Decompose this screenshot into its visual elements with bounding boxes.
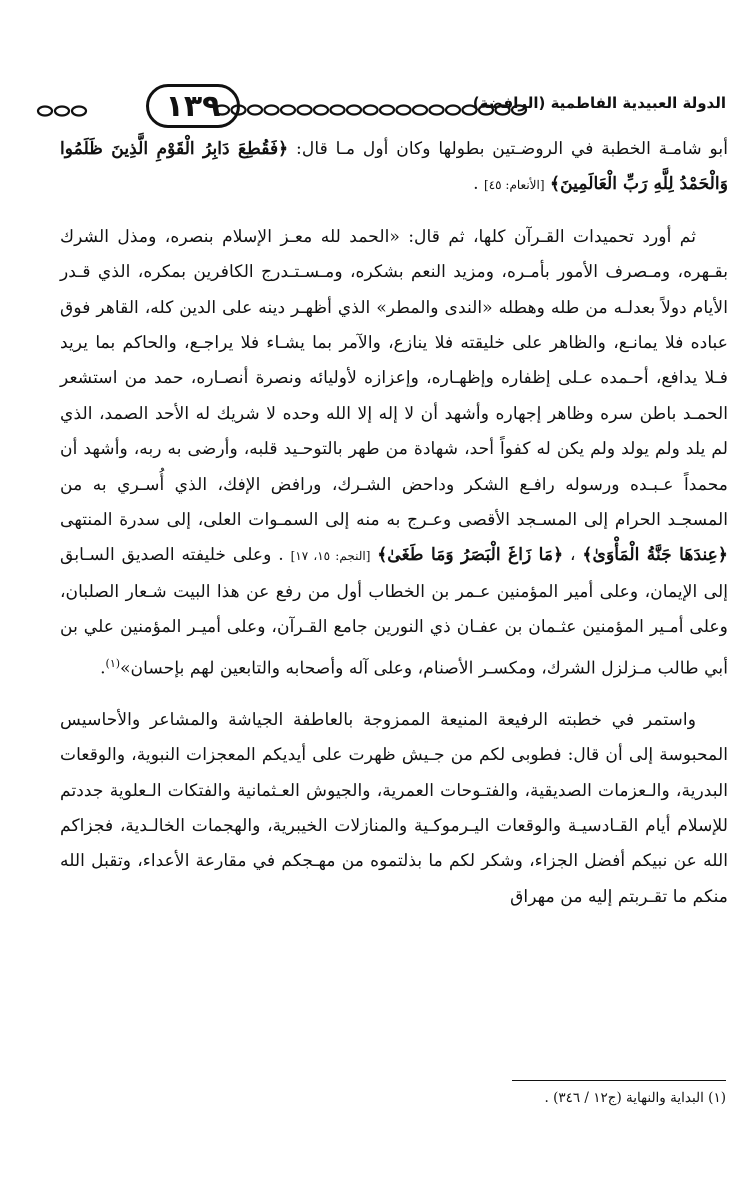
footnote-divider (512, 1080, 726, 1081)
quran-verse-1: ﴿عِندَهَا جَنَّةُ الْمَأْوَىٰ﴾ (582, 545, 728, 566)
header-ornament-short (36, 104, 88, 118)
paragraph-1 (60, 132, 728, 204)
paragraph-2-text-cont: . وعلى خليفته الصديق السـابق إلى الإيمان، وعلى أمير المؤمنين عـمر بن الخطاب أول من رفع عن هذا البيت شـعار الصلبان، وعلى أمـير المؤمنين عثـمان بن عفـان ذي النورين جامع القـرآن، وعلى أميـر المؤمنين علي بن أبي طالب مـزلزل الشرك، ومكسـر الأصنام، وعلى آله وأصحابه والتابعين لهم بإحسان» (60, 545, 728, 679)
verse-separator: ، (563, 545, 583, 566)
verse-reference-2: [النجم: ١٥، ١٧] (290, 549, 371, 564)
paragraph-1-end: . (473, 174, 485, 195)
paragraph-1-text: أبو شامـة الخطبة في الروضـتين بطولها وكان أول مـا قال: (288, 139, 728, 159)
verse-reference: [الأنعام: ٤٥] (484, 178, 545, 193)
paragraph-3 (60, 703, 728, 915)
footnote-marker[interactable]: (١) (105, 656, 121, 670)
paragraph-gap (60, 204, 728, 220)
paragraph-2-text: ثم أورد تحميدات القـرآن كلها، ثم قال: «الحمد لله معـز الإسلام بنصره، ومذل الشرك بقـهره، ومـصرف الأمور بأمـره، ومزيد النعم بشكره، ومـسـتـدرج الكافرين بمكره، الذي قـدر الأيام دولاً بعدلـه من طله وهطله «الندى والمطر» الذي أظهـر دينه على الدين كله، القاهر فوق عباده فلا يمانـع، والظاهر على خليقته فلا ينازع، والآمر بما يشـاء فلا يراجـع، والحاكم بما يريد فـلا يدافع، أحـمده عـلى إظفاره وإظهـاره، وإعزازه لأوليائه ونصرة أنصـاره، حمد من استشعر الحمـد باطن سره وظاهر إجهاره وأشهد أن لا إله إلا الله وحده لا شريك له الأحد الصمد، الذي لم يلد ولم يولد ولم يكن له كفواً أحد، شهادة من طهر بالتوحـيد قلبه، وأرضى به ربه، وأشهد أن محمداً عـبـده ورسوله رافـع الشكر وداحض الشـرك، ورافض الإفك، الذي أُسـري به من المسجـد الحرام إلى المسـجد الأقصى وعـرج به منه إلى السمـوات العلى، إلى سدرة المنتهى (60, 226, 728, 531)
paragraph-2-end: . (100, 658, 106, 679)
page-header (36, 84, 726, 130)
quran-verse-2: ﴿مَا زَاغَ الْبَصَرُ وَمَا طَغَىٰ﴾ (377, 545, 564, 566)
paragraph-2 (60, 220, 728, 687)
quran-verse: ﴿فَقُطِعَ دَابِرُ الْقَوْمِ الَّذِينَ ظَلَمُوا وَالْحَمْدُ لِلَّهِ رَبِّ الْعَالَمِينَ﴾ (60, 139, 728, 195)
main-text (60, 132, 728, 915)
paragraph-3-text: واستمر في خطبته الرفيعة المنيعة الممزوجة بالعاطفة الجياشة والمشاعر والأحاسيس المحبوسة إلى أن قال: فطوبى لكم من جـيش ظهرت على أيديكم المعجزات النبوية، والوقعات البدرية، والـعزمات الصديقية، والفتـوحات العمرية، والجيوش العـثمانية والفتكات الـعلوية جددتم للإسلام أيام القـادسيـة والوقعات اليـرموكـية والمنازلات الخيبرية، والهجمات الخالـدية، فجزاكم الله عن نبيكم أفضل الجزاء، وشكر لكم ما بذلتموه من مهـجكم في مقارعة الأعداء، وتقبل الله منكم ما تقـربتم إليه من مهراق (60, 709, 728, 907)
page-number: ١٣٩ (146, 84, 240, 128)
running-title: الدولة العبيدية الفاطمية (الرافضة) (472, 94, 726, 112)
paragraph-gap (60, 687, 728, 703)
footnote: (١) البداية والنهاية (ج١٢ / ٣٤٦) . (544, 1090, 726, 1106)
